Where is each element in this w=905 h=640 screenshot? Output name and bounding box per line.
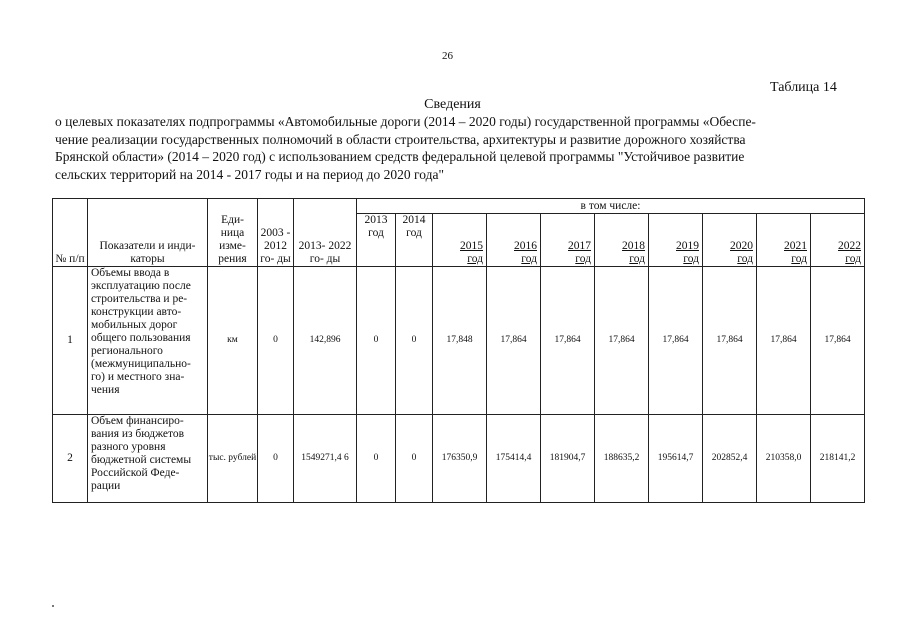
header-year-2017: 2017 год — [541, 214, 595, 267]
document-heading: Сведения — [424, 97, 481, 112]
table-row — [53, 267, 865, 415]
table-label: Таблица 14 — [770, 80, 837, 95]
header-year-2022: 2022 год — [811, 214, 865, 267]
row-value-2017: 181904,7 — [541, 415, 595, 503]
row-unit: тыс. рублей — [208, 415, 258, 503]
header-year-2014: 2014 год — [396, 214, 433, 267]
indicators-table — [52, 198, 865, 503]
row-2013: 0 — [357, 415, 396, 503]
row-value-2020: 17,864 — [703, 267, 757, 415]
row-2003-2012: 0 — [258, 415, 294, 503]
row-value-2020: 202852,4 — [703, 415, 757, 503]
subtitle-line: о целевых показателях подпрограммы «Автомобильные дороги (2014 – 2020 годы) государственной программы «Обеспе- — [55, 114, 756, 129]
row-value-2022: 17,864 — [811, 267, 865, 415]
header-year-2016: 2016 год — [487, 214, 541, 267]
header-num: № п/п — [53, 199, 88, 267]
row-2013: 0 — [357, 267, 396, 415]
subtitle-line: сельских территорий на 2014 - 2017 годы и на период до 2020 года" — [55, 166, 444, 182]
row-value-2017: 17,864 — [541, 267, 595, 415]
header-including: в том числе: — [357, 199, 865, 214]
row-value-2015: 176350,9 — [433, 415, 487, 503]
row-value-2021: 17,864 — [757, 267, 811, 415]
header-year-2019: 2019 год — [649, 214, 703, 267]
row-value-2018: 188635,2 — [595, 415, 649, 503]
row-num: 1 — [53, 267, 88, 415]
header-2013-2022: 2013- 2022 го- ды — [294, 199, 357, 267]
row-2013-2022: 1549271,4 6 — [294, 415, 357, 503]
row-2014: 0 — [396, 267, 433, 415]
subtitle-line: Брянской области» (2014 – 2020 год) с использованием средств федеральной целевой программы "Устойчивое развитие — [55, 149, 745, 164]
header-year-2018: 2018 год — [595, 214, 649, 267]
header-indicator: Показатели и инди- каторы — [88, 199, 208, 267]
header-year-2015: 2015 год — [433, 214, 487, 267]
row-2014: 0 — [396, 415, 433, 503]
table-header-row — [53, 199, 865, 214]
row-value-2016: 17,864 — [487, 267, 541, 415]
row-value-2021: 210358,0 — [757, 415, 811, 503]
header-year-2021: 2021 год — [757, 214, 811, 267]
scan-speck — [52, 605, 54, 607]
subtitle-line: чение реализации государственных полномочий в области строительства, архитектуры и развитие дорожного хозяйства — [55, 131, 746, 147]
row-value-2018: 17,864 — [595, 267, 649, 415]
row-value-2015: 17,848 — [433, 267, 487, 415]
table-row — [53, 415, 865, 503]
header-year-2013: 2013 год — [357, 214, 396, 267]
row-value-2019: 17,864 — [649, 267, 703, 415]
row-indicator: Объем финансиро- вания из бюджетов разного уровня бюджетной системы Российской Феде- рации — [88, 415, 208, 503]
row-value-2016: 175414,4 — [487, 415, 541, 503]
row-value-2019: 195614,7 — [649, 415, 703, 503]
row-2013-2022: 142,896 — [294, 267, 357, 415]
header-unit: Еди- ница изме- рения — [208, 199, 258, 267]
row-indicator: Объемы ввода в эксплуатацию после строительства и ре- конструкции авто- мобильных дорог общего пользования регионального (межмуниципально- го) и местного зна- чения — [88, 267, 208, 415]
row-unit: км — [208, 267, 258, 415]
row-2003-2012: 0 — [258, 267, 294, 415]
row-value-2022: 218141,2 — [811, 415, 865, 503]
header-2003-2012: 2003 - 2012 го- ды — [258, 199, 294, 267]
header-year-2020: 2020 год — [703, 214, 757, 267]
page-number: 26 — [442, 50, 453, 62]
document-subtitle — [55, 113, 855, 183]
row-num: 2 — [53, 415, 88, 503]
